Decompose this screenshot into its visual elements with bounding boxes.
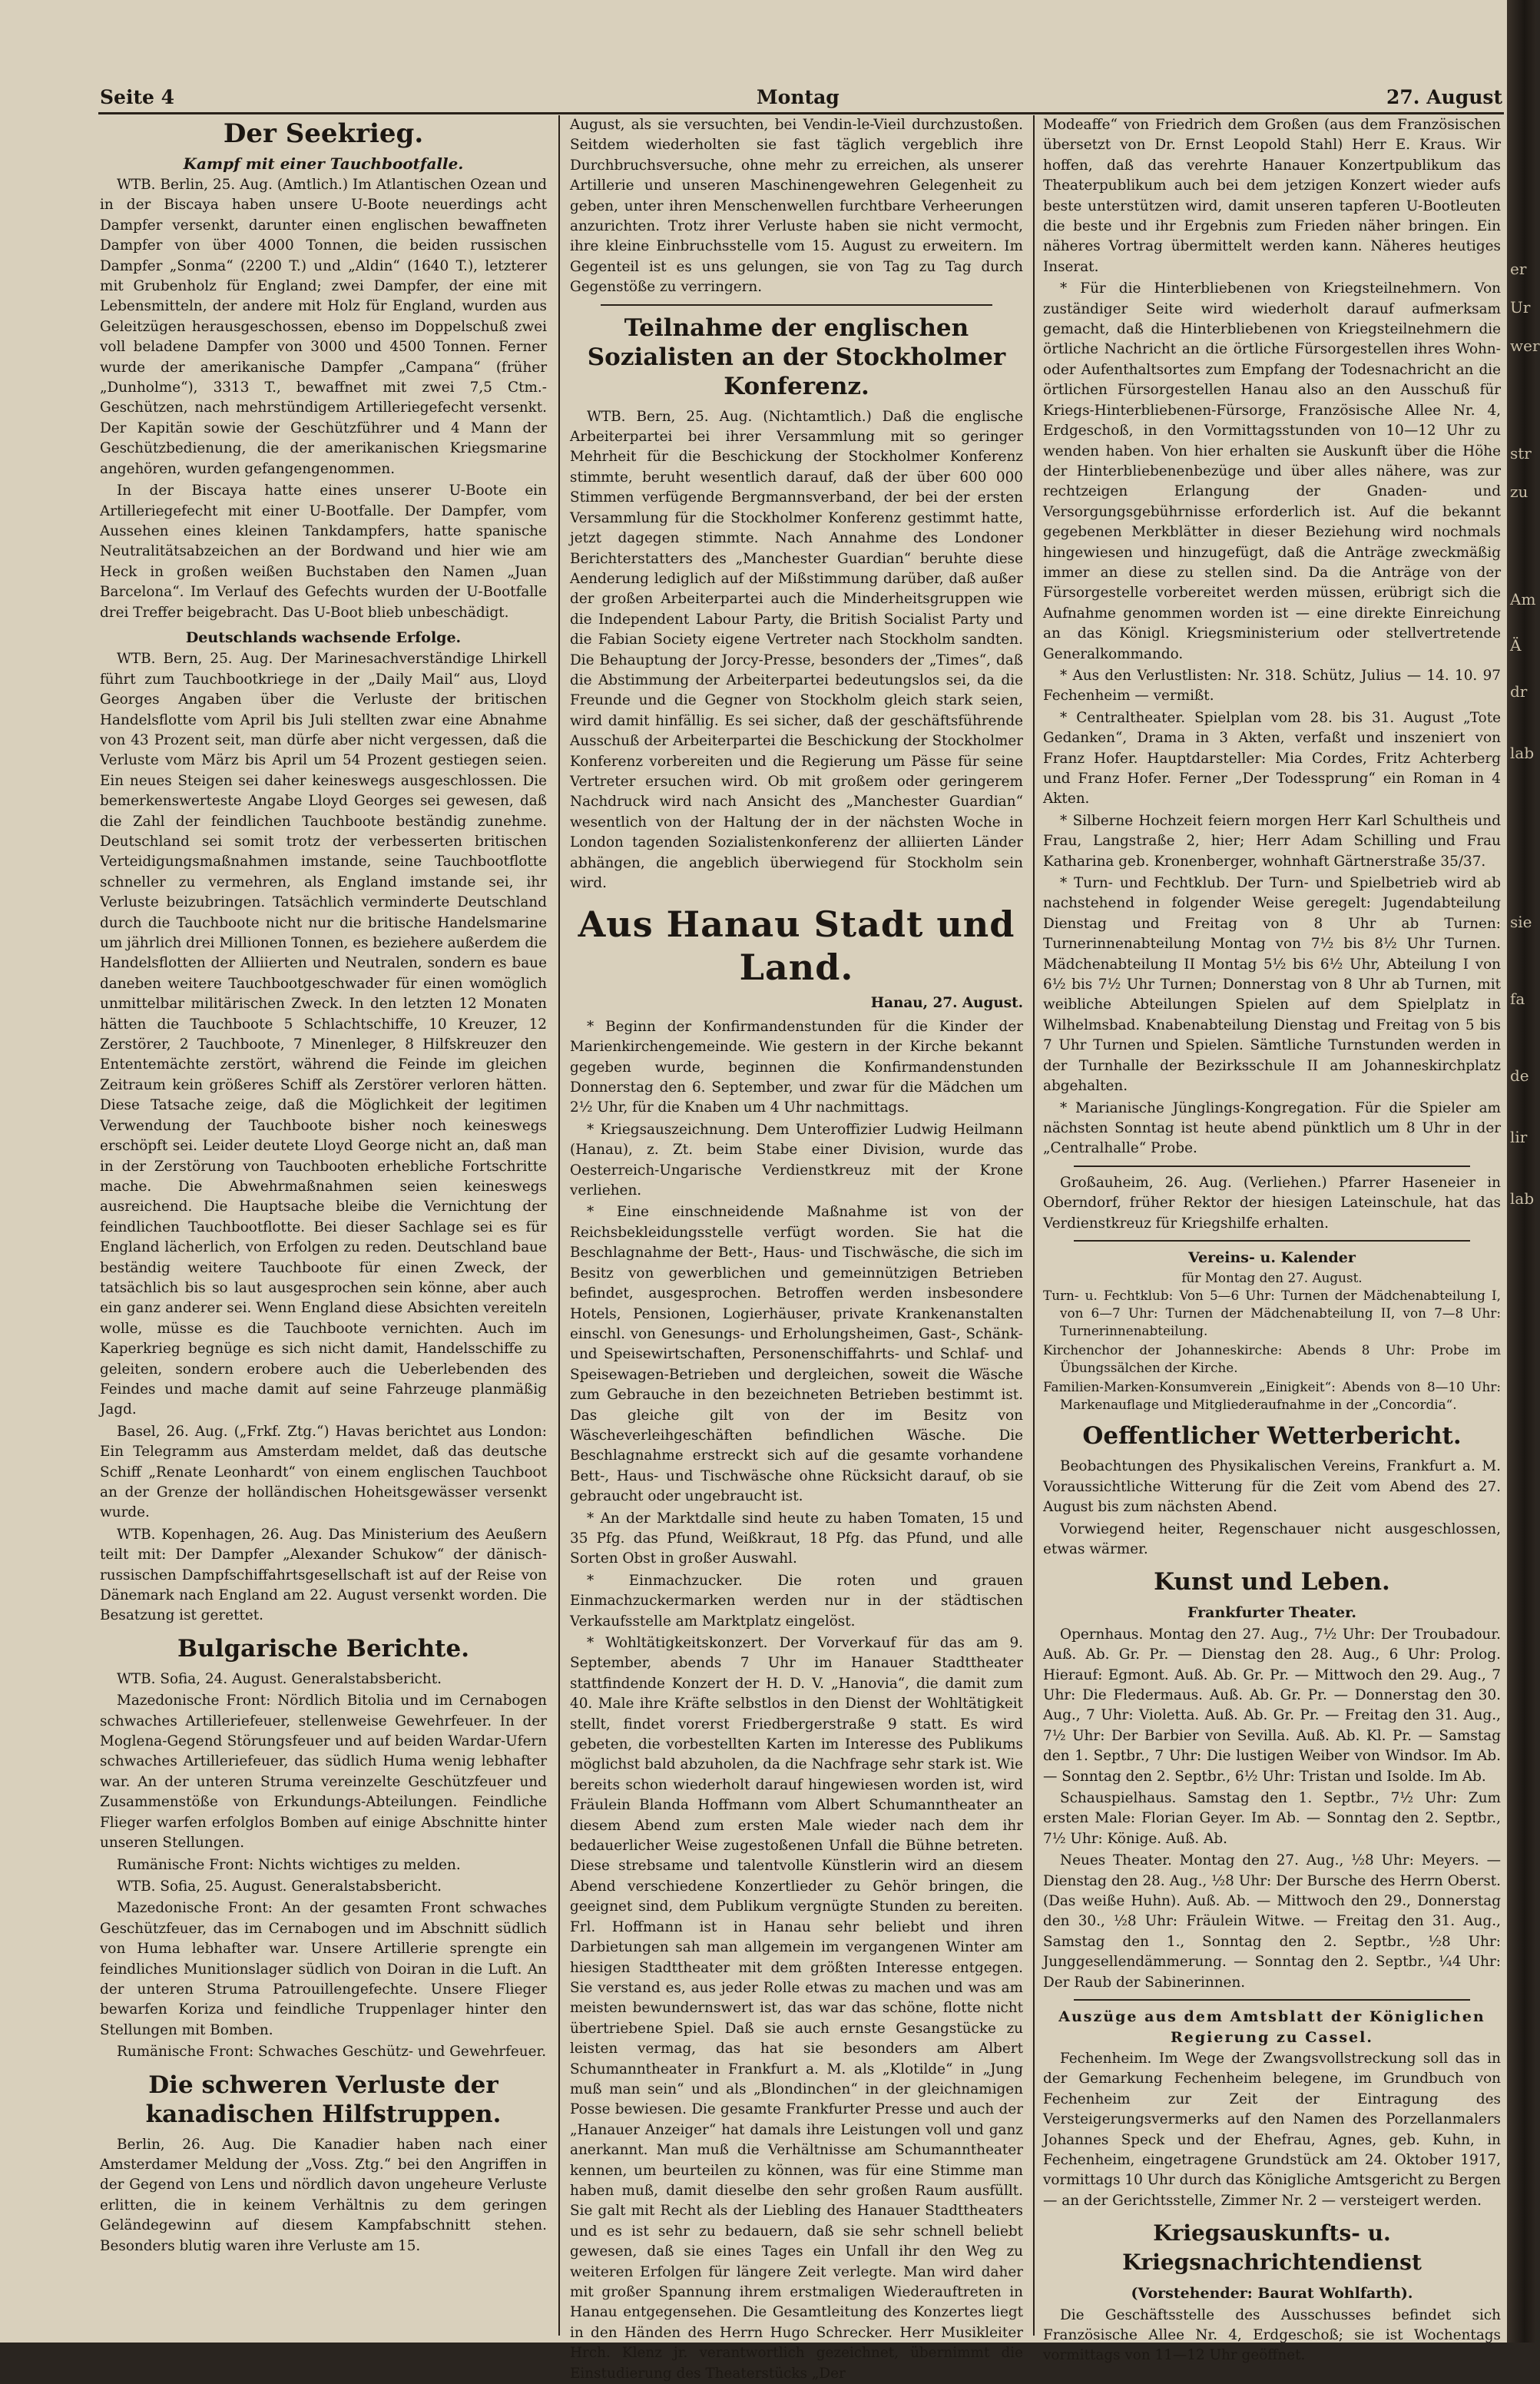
calendar-list bbox=[1043, 1287, 1501, 1414]
article-title-kanadier: Die schweren Verluste der kanadischen Hilfstruppen. bbox=[145, 2071, 502, 2128]
paragraph: Beobachtungen des Physikalischen Vereins, Frankfurt a. M. Voraussichtliche Witterung für die Zeit vom Abend des 27. August bis zum nächsten Abend. bbox=[1043, 1458, 1501, 1516]
calendar-entry: Kirchenchor der Johanneskirche: Abends 8 Uhr: Probe im Übungssälchen der Kirche. bbox=[1043, 1342, 1501, 1376]
paragraph: * Turn- und Fechtklub. Der Turn- und Spielbetrieb wird ab nachstehend in folgender Weise geregelt: Jugendabteilung Dienstag und Freitag von 8 Uhr ab Turnen: Turnerinnenabteilung Montag von 7½ bis 8½ Uhr Turnen. Mädchenabteilung II Montag 5½ bis 6½ Uhr, Abteilung I von 6½ bis 7½ Uhr Turnen; Donnerstag von 8 Uhr ab Turnen, mit weibliche Abteilungen Spielen auf dem Spielplatz in Wilhelmsbad. Knabenabteilung Dienstag und Freitag von 5 bis 7 Uhr Turnen und Spielen. Sämtliche Turnstunden werden in der Turnhalle der Bezirksschule II am Johanneskirchplatz abgehalten. bbox=[1043, 875, 1501, 1095]
paragraph: Basel, 26. Aug. („Frkf. Ztg.“) Havas berichtet aus London: Ein Telegramm aus Amsterdam meldet, daß das deutsche Schiff „Renate Leonhardt“ von einem englischen Tauchboot an der Grenze der holländischen Hoheitsgewässer versenkt wurde. bbox=[100, 1423, 547, 1521]
edge-fragment: lab bbox=[1510, 744, 1535, 762]
edge-fragment: str bbox=[1510, 444, 1532, 463]
paragraph: * Wohltätigkeitskonzert. Der Vorverkauf für das am 9. September, abends 7 Uhr im Hanauer Stadttheater stattfindende Konzert der H. D. V. „Hanovia“, die damit zum 40. Male ihre Kräfte selbstlos in den Dienst der Wohltätigkeit stellt, findet vorerst Friedbergerstraße 9 statt. Es wird gebeten, die vorbestellten Karten im Interesse des Publikums möglichst bald abzuholen, da die Nachfrage sehr stark ist. Wie bereits schon wiederholt darauf hingewiesen worden ist, wird Fräulein Blanda Hoffmann vom Albert Schumanntheater an diesem Abend zum ersten Male wieder nach dem ihr bedauerlicher Weise zugestoßenen Unfall die Bühne betreten. Diese strebsame und talentvolle Künstlerin wird an diesem Abend verschiedene Konzertlieder zu Gehör bringen, die geeignet sind, dem Publikum vergnügte Stunden zu bereiten. Frl. Hoffmann ist in Hanau sehr beliebt und ihren Darbietungen sah man allgemein im vergangenen Winter am hiesigen Stadttheater mit dem größten Interesse entgegen. Sie verstand es, aus jeder Rolle etwas zu machen und was am meisten bewundernswert ist, das war das schöne, flotte nicht übertriebene Spiel. Daß sie auch ernste Gesangstücke zu leisten vermag, das hat sie besonders am Albert Schumanntheater in Frankfurt a. M. als „Klotilde“ in „Jung muß man sein“ und als „Blondinchen“ in der gleichnamigen Posse bewiesen. Die gesamte Frankfurter Presse und auch der „Hanauer Anzeiger“ hat damals ihre Leistungen voll und ganz anerkannt. Man muß die Verhältnisse am Schumanntheater kennen, um beurteilen zu können, was für eine Stimme man haben muß, damit dieselbe den sehr großen Raum ausfüllt. Sie galt mit Recht als der Liebling des Hanauer Stadttheaters und es ist sehr zu bedauern, daß sie sehr schnell beliebt gewesen, daß sie eines Tages ein Unfall ihr den Weg zu weiteren Erfolgen für längere Zeit verlegte. Man wird daher mit großer Spannung ihrem erstmaligen Wiederauftreten in Hanau entgegensehen. Die Gesamtleitung des Konzertes liegt in den Händen des Herrn Hugo Schrecker. Herr Musikleiter Hrch. Klenz jr. verantwortlich gezeichnet, übernimmt die Einstudierung des Theaterstücks „Der bbox=[570, 1635, 1023, 2382]
divider bbox=[601, 304, 992, 306]
paragraph: * Eine einschneidende Maßnahme ist von der Reichsbekleidungsstelle verfügt worden. Sie hat die Beschlagnahme der Bett-, Haus- und Tischwäsche, die sich im Besitz von gewerblichen und gemeinnützigen Betrieben befindet, ausgesprochen. Betroffen werden insbesondere Hotels, Pensionen, Logierhäuser, private Krankenanstalten einschl. von Genesungs- und Erholungsheimen, Gast-, Schänk- und Speisewirtschaften, Personenschiffahrts- und Schlaf- und Speisewagen-Betrieben und dergleichen, soweit die Wäsche zum Gebrauche in den bezeichneten Betrieben bestimmt ist. Das gleiche gilt von der im Besitz von Wäscheverleihgeschäften befindlichen Wäsche. Die Beschlagnahme erstreckt sich auf die gesamte vorhandene Bett-, Haus- und Tischwäsche ohne Rücksicht darauf, ob sie gebraucht oder ungebraucht ist. bbox=[570, 1204, 1023, 1505]
paragraph: WTB. Sofia, 25. August. Generalstabsbericht. bbox=[117, 1878, 442, 1895]
paragraph: WTB. Berlin, 25. Aug. (Amtlich.) Im Atlantischen Ozean und in der Biscaya haben unsere U-Boote neuerdings acht Dampfer versenkt, darunter einen englischen bewaffneten Dampfer von über 4000 Tonnen, die beiden russischen Dampfer „Sonma“ (2200 T.) und „Aldin“ (1640 T.), letzterer mit Grubenholz für England; zwei Dampfer, der eine mit Lebensmitteln, der andere mit Holz für England, wurden aus Geleitzügen herausgeschossen, ebenso im Doppelschuß zwei voll beladene Dampfer von 3000 und 4500 Tonnen. Ferner wurde der amerikanische Dampfer „Campana“ (früher „Dunholme“), 3313 T., bewaffnet mit zwei 7,5 Ctm.-Geschützen, nach mehrstündigem Artilleriegefecht versenkt. Der Kapitän sowie der Geschützführer und 4 Mann der Geschützbedienung, die der amerikanischen Kriegsmarine angehören, wurden gefangengenommen. bbox=[100, 177, 547, 477]
paragraph: Rumänische Front: Schwaches Geschütz- und Gewehrfeuer. bbox=[117, 2044, 547, 2061]
paragraph: * Kriegsauszeichnung. Dem Unteroffizier Ludwig Heilmann (Hanau), z. Zt. beim Stabe einer Division, wurde das Oesterreich-Ungarische Verdienstkreuz mit der Krone verliehen. bbox=[570, 1121, 1023, 1199]
edge-fragment: de bbox=[1510, 1066, 1529, 1085]
section-heading: Frankfurter Theater. bbox=[1187, 1604, 1357, 1622]
divider bbox=[1074, 1165, 1470, 1167]
paragraph: * Silberne Hochzeit feiern morgen Herr Karl Schultheis und Frau, Langstraße 2, hier; Herr Adam Schilling und Frau Katharina geb. Kronenberger, wohnhaft Gärtnerstraße 35/37. bbox=[1043, 812, 1501, 870]
article-title-seekrieg: Der Seekrieg. bbox=[223, 118, 424, 149]
calendar-entry: Familien-Marken-Konsumverein „Einigkeit“: Abends von 8—10 Uhr: Markenauflage und Mitgliederaufnahme in der „Concordia“. bbox=[1043, 1379, 1501, 1413]
paragraph: WTB. Bern, 25. Aug. Der Marinesachverständige Lhirkell führt zum Tauchbootkriege in der „Daily Mail“ aus, Lloyd Georges Angaben über die Verluste der britischen Handelsflotte vom April bis Juli stellten zwar eine Abnahme von 43 Prozent seit, man dürfe aber nicht vergessen, daß die Verluste vom März bis April um 54 Prozent gestiegen seien. Ein neues Steigen sei daher keineswegs ausgeschlossen. Die bemerkenswerteste Angabe Lloyd Georges sei gewesen, daß die Zahl der feindlichen Tauchboote beständig zunehme. Deutschland sei somit trotz der verbesserten britischen Verteidigungsmaßnahmen imstande, seine Tauchbootflotte schneller zu vermehren, als England imstande sei, ihr Verluste beizubringen. Tatsächlich verminderte Deutschland durch die Tauchboote nicht nur die britische Handelsmarine um jährlich drei Millionen Tonnen, es beziehere außerdem die Handelsflotten der Alliierten und Neutralen, sondern es baue daneben weitere Tauchbootgeschwader für einen womöglich unmittelbar militärischen Zweck. In den letzten 12 Monaten hätten die Tauchboote 5 Schlachtschiffe, 10 Kreuzer, 12 Zerstörer, 2 Tauchboote, 7 Minenleger, 8 Hilfskreuzer den Ententemächte zerstört, während die Feinde im gleichen Zeitraum kein größeres Schiff als Zerstörer verloren hätten. Diese Tatsache zeige, daß die Möglichkeit der legitimen Verwendung der Tauchboote bisher noch keineswegs erschöpft sei. Leider deutete Lloyd George nicht an, daß man in der Zerstörung von Tauchbooten erhebliche Fortschritte mache. Die Abwehrmaßnahmen seien keineswegs ausreichend. Die Hauptsache bleibe die Vernichtung der feindlichen Tauchbootflotte. Bei dieser Sachlage sei es für England lächerlich, von Erfolgen zu reden. Deutschland baue beständig weitere Tauchboote für einen Zweck, der tatsächlich bis so laut ausgesprochen sein könne, aber auch ein ganz anderer sei. Wenn England diese Absichten vereiteln wolle, müsse es die Tauchboote vernichten. Auch im Kaperkrieg begnüge es sich nicht damit, Handelsschiffe zu geleiten, sondern erobere auch die Ueberlebenden des Feindes und mache damit auf seine Fahrzeuge planmäßig Jagd. bbox=[100, 651, 547, 1418]
paragraph: Fechenheim. Im Wege der Zwangsvollstreckung soll das in der Gemarkung Fechenheim belegene, im Grundbuch von Fechenheim zur Zeit der Eintragung des Versteigerungsvermerks auf den Namen des Porzellanmalers Johannes Speck und der Ehefrau, Agnes, geb. Kuhn, in Fechenheim, eingetragene Grundstück am 24. Oktober 1917, vormittags 10 Uhr durch das Königliche Amtsgericht zu Bergen — an der Gerichtsstelle, Zimmer Nr. 2 — versteigert werden. bbox=[1043, 2050, 1501, 2209]
paragraph: Neues Theater. Montag den 27. Aug., ½8 Uhr: Meyers. — Dienstag den 28. Aug., ½8 Uhr: Der Bursche des Herrn Oberst. (Das weiße Huhn). Auß. Ab. — Mittwoch den 29., Donnerstag den 30., ½8 Uhr: Fräulein Witwe. — Freitag den 31. Aug., Samstag den 1., Sonntag den 2. Septbr., ½8 Uhr: Junggesellendämmerung. — Sonntag den 2. Septbr., ¼4 Uhr: Der Raub der Sabinerinnen. bbox=[1043, 1852, 1501, 1991]
edge-fragment: fa bbox=[1510, 990, 1525, 1008]
page-number: Seite 4 bbox=[100, 86, 175, 108]
paragraph: * Marianische Jünglings-Kongregation. Für die Spieler am nächsten Sonntag ist heute abend pünktlich um 8 Uhr in der „Centralhalle“ Probe. bbox=[1043, 1099, 1501, 1157]
paragraph: In der Biscaya hatte eines unserer U-Boote ein Artilleriegefecht mit einer U-Bootfalle. Der Dampfer, vom Aussehen eines kleinen Tankdampfers, hatte spanische Neutralitätsabzeichen an der Bordwand und hier wie am Heck in großen weißen Buchstaben den Namen „Juan Barcelona“. Im Verlauf des Gefechts wurden der U-Bootfalle drei Treffer beigebracht. Das U-Boot blieb unbeschädigt. bbox=[100, 482, 547, 621]
divider bbox=[1074, 1240, 1470, 1242]
edge-fragment: wer bbox=[1510, 337, 1540, 355]
column-3 bbox=[1043, 115, 1501, 2364]
article-title-bulgarische: Bulgarische Berichte. bbox=[177, 1634, 470, 1663]
paragraph: Rumänische Front: Nichts wichtiges zu melden. bbox=[117, 1856, 461, 1873]
paragraph: * An der Marktdalle sind heute zu haben Tomaten, 15 und 35 Pfg. das Pfund, Weißkraut, 18 Pfg. das Pfund, und alle Sorten Obst in großer Auswahl. bbox=[570, 1510, 1023, 1567]
section-banner: Aus Hanau Stadt und Land. bbox=[578, 904, 1015, 989]
paragraph: August, als sie versuchten, bei Vendin-le-Vieil durchzustoßen. Seitdem wiederholten sie fast täglich vergeblich ihre Durchbruchsversuche, ohne mehr zu erreichen, als unserer Artillerie und unseren Maschinengewehren Gelegenheit zu geben, unter ihren Menschenwellen furchtbare Verheerungen anzurichten. Trotz ihrer Verluste haben sie nicht vermocht, ihre kleine Einbruchsstelle vom 15. August zu erweitern. Im Gegenteil ist es uns gelungen, sie von Tag zu Tag durch Gegenstöße zu verringern. bbox=[570, 117, 1023, 296]
header-day: Montag bbox=[757, 86, 840, 108]
section-heading: Deutschlands wachsende Erfolge. bbox=[185, 628, 462, 646]
paragraph: Schauspielhaus. Samstag den 1. Septbr., 7½ Uhr: Zum ersten Male: Florian Geyer. Im Ab. — Sonntag den 2. Septbr., 7½ Uhr: Könige. Auß. Ab. bbox=[1043, 1790, 1501, 1847]
article-title-wetter: Oeffentlicher Wetterbericht. bbox=[1082, 1422, 1462, 1451]
paragraph: WTB. Bern, 25. Aug. (Nichtamtlich.) Daß die englische Arbeiterpartei bei ihrer Versammlung mit so geringer Mehrheit für die Beschickung der Stockholmer Konferenz stimmte, beruht wesentlich darauf, daß der über 600 000 Stimmen verfügende Bergmannsverband, der bei der ersten Versammlung für die Stockholmer Konferenz gestimmt hatte, jetzt dagegen stimmte. Nach Annahme des Londoner Berichterstatters des „Manchester Guardian“ beruhte diese Aenderung lediglich auf der Mißstimmung darüber, daß außer der großen Arbeiterpartei auch die Minderheitsgruppen wie die Independent Labour Party, die British Socialist Party und die Fabian Society eigene Vertreter nach Stockholm sandten. Die Behauptung der Jorcy-Presse, besonders der „Times“, daß die Abstimmung der Arbeiterpartei bedeutungslos sei, da die Freunde und die Gegner von Stockholm gleich stark seien, wird damit hinfällig. Es sei sicher, daß der geschäftsführende Ausschuß der Arbeiterpartei die Beschickung der Stockholmer Konferenz vorbereiten und die Regierung um Pässe für seine Vertreter ersuchen wird. Ob mit großem oder geringerem Nachdruck wird nach Ansicht des „Manchester Guardian“ wesentlich von der Haltung der in der nächsten Woche in London tagenden Sozialistenkonferenz der alliierten Länder abhängen, die angeblich überwiegend für Stockholm sein wird. bbox=[570, 408, 1023, 891]
column-rule-1 bbox=[558, 115, 560, 2336]
paragraph: * Centraltheater. Spielplan vom 28. bis 31. August „Tote Gedanken“, Drama in 3 Akten, verfaßt und inszeniert von Franz Hofer. Hauptdarsteller: Mia Cordes, Fritz Achterberg und Franz Hofer. Ferner „Der Todessprung“ ein Roman in 4 Akten. bbox=[1043, 709, 1501, 807]
column-1 bbox=[100, 115, 547, 2336]
edge-fragment: Ur bbox=[1510, 298, 1531, 317]
calendar-entry: Turn- u. Fechtklub: Von 5—6 Uhr: Turnen der Mädchenabteilung I, von 6—7 Uhr: Turnen der Mädchenabteilung II, von 7—8 Uhr: Turnerinnenabteilung. bbox=[1043, 1288, 1501, 1339]
paragraph: Mazedonische Front: Nördlich Bitolia und im Cernabogen schwaches Artilleriefeuer, stellenweise Gewehrfeuer. In der Moglena-Gegend Störungsfeuer und auf beiden Wardar-Ufern schwaches Artilleriefeuer, das südlich Huma wenig lebhafter war. An der unteren Struma vereinzelte Geschützfeuer und Zusammenstöße von Erkundungs-Abteilungen. Feindliche Flieger warfen erfolglos Bomben auf einige Abschnitte hinter unseren Stellungen. bbox=[100, 1693, 547, 1852]
paragraph: Opernhaus. Montag den 27. Aug., 7½ Uhr: Der Troubadour. Auß. Ab. Gr. Pr. — Dienstag den 28. Aug., 6 Uhr: Prolog. Hierauf: Egmont. Auß. Ab. Gr. Pr. — Mittwoch den 29. Aug., 7 Uhr: Die Fledermaus. Auß. Ab. Gr. Pr. — Donnerstag den 30. Aug., 7 Uhr: Violetta. Auß. Ab. Gr. Pr. — Freitag den 31. Aug., 7½ Uhr: Der Barbier von Sevilla. Auß. Ab. Kl. Pr. — Samstag den 1. Septbr., 7 Uhr: Die lustigen Weiber von Windsor. Im Ab. — Sonntag den 2. Septbr., 6½ Uhr: Tristan und Isolde. Im Ab. bbox=[1043, 1626, 1501, 1785]
section-heading: Auszüge aus dem Amtsblatt der Königlichen Regierung zu Cassel. bbox=[1058, 2008, 1485, 2046]
article-title-kriegsauskunft: Kriegsauskunfts- u. Kriegsnachrichtendienst bbox=[1122, 2220, 1422, 2276]
paragraph: Berlin, 26. Aug. Die Kanadier haben nach einer Amsterdamer Meldung der „Voss. Ztg.“ bei den Angriffen in der Gegend von Lens und nördlich davon ungeheure Verluste erlitten, die in keinem Verhältnis zu dem geringen Geländegewinn auf diesem Kampfabschnitt stehen. Besonders blutig waren ihre Verluste am 15. bbox=[100, 2136, 547, 2254]
edge-fragment: sie bbox=[1510, 913, 1532, 931]
paragraph: Die Geschäftsstelle des Ausschusses befindet sich Französische Allee Nr. 4, Erdgeschoß; sie ist Wochentags vormittags von 11—12 Uhr geöffnet. bbox=[1043, 2306, 1501, 2364]
edge-fragment: lab bbox=[1510, 1189, 1535, 1208]
calendar-title: Vereins- u. Kalender bbox=[1188, 1248, 1356, 1266]
column-rule-2 bbox=[1033, 115, 1035, 2336]
column-2 bbox=[570, 115, 1023, 2382]
edge-fragment: Ä bbox=[1510, 636, 1522, 655]
edge-fragment: lir bbox=[1510, 1128, 1528, 1146]
article-subtitle: Kampf mit einer Tauchbootfalle. bbox=[183, 154, 464, 173]
edge-fragment: zu bbox=[1510, 482, 1528, 501]
header-rule bbox=[98, 112, 1504, 114]
paragraph: Vorwiegend heiter, Regenschauer nicht ausgeschlossen, etwas wärmer. bbox=[1043, 1520, 1501, 1557]
edge-fragment: Am bbox=[1510, 590, 1536, 608]
article-title-sozialisten: Teilnahme der englischen Sozialisten an der Stockholmer Konferenz. bbox=[587, 313, 1006, 400]
article-title-kunst: Kunst und Leben. bbox=[1154, 1568, 1390, 1597]
paragraph: * Einmachzucker. Die roten und grauen Einmachzuckermarken werden nur in der städtischen Verkaufsstelle am Marktplatz eingelöst. bbox=[570, 1572, 1023, 1630]
paragraph: WTB. Kopenhagen, 26. Aug. Das Ministerium des Aeußern teilt mit: Der Dampfer „Alexander Schukow“ der dänisch-russischen Dampfschiffahrtsgesellschaft ist auf der Reise von Dänemark nach England am 22. August versenkt worden. Die Besatzung ist gerettet. bbox=[100, 1526, 547, 1624]
adjacent-page-edge bbox=[1507, 0, 1540, 2343]
paragraph: * Beginn der Konfirmandenstunden für die Kinder der Marienkirchengemeinde. Wie gestern in der Kirche bekannt gegeben wurde, beginnen die Konfirmandenstunden Donnerstag den 6. September, und zwar für die Mädchen um 2½ Uhr, für die Knaben um 4 Uhr nachmittags. bbox=[570, 1018, 1023, 1116]
calendar-subtitle: für Montag den 27. August. bbox=[1181, 1270, 1363, 1286]
paragraph: Großauheim, 26. Aug. (Verliehen.) Pfarrer Haseneier in Oberndorf, früher Rektor der hiesigen Lateinschule, hat das Verdienstkreuz für Kriegshilfe erhalten. bbox=[1043, 1174, 1501, 1232]
paragraph: * Aus den Verlustlisten: Nr. 318. Schütz, Julius — 14. 10. 97 Fechenheim — vermißt. bbox=[1043, 667, 1501, 705]
dateline: Hanau, 27. August. bbox=[870, 995, 1023, 1012]
paragraph: WTB. Sofia, 24. August. Generalstabsbericht. bbox=[117, 1670, 442, 1687]
edge-fragment: er bbox=[1510, 260, 1527, 278]
divider bbox=[1074, 1999, 1470, 2001]
header-date: 27. August bbox=[1386, 86, 1503, 108]
section-heading: (Vorstehender: Baurat Wohlfarth). bbox=[1131, 2285, 1413, 2303]
edge-fragment: dr bbox=[1510, 682, 1528, 701]
paragraph: Mazedonische Front: An der gesamten Front schwaches Geschützfeuer, das im Cernabogen und im Abschnitt südlich von Huma lebhafter war. Unsere Artillerie sprengte ein feindliches Munitionslager südlich von Doiran in die Luft. An der unteren Struma Patrouillengefechte. Unsere Flieger bewarfen Koriza und feindliche Truppenlager hinter den Stellungen mit Bomben. bbox=[100, 1900, 547, 2038]
paragraph: * Für die Hinterbliebenen von Kriegsteilnehmern. Von zuständiger Seite wird wiederholt darauf aufmerksam gemacht, daß die Hinterbliebenen von Kriegsteilnehmern die örtliche Nachricht an die örtliche Fürsorgestellen ihres Wohn- oder Aufenthaltsortes zum Empfang der Todesnachricht an die örtlichen Fürsorgestellen Hanau also an den Ausschuß für Kriegs-Hinterbliebenen-Fürsorge, Französische Allee Nr. 4, Erdgeschoß, in den Vormittagsstunden von 10—12 Uhr zu wenden haben. Von hier erhalten sie Auskunft über die Höhe der Hinterbliebenenbezüge und über alles nähere, was zur rechtzeigen Erlangung der Gnaden- und Versorgungsgebührnisse erforderlich ist. Auf die bekannt gegebenen Merkblätter in dieser Beziehung wird nochmals hingewiesen und hinzugefügt, daß die Anträge zweckmäßig immer an diese zu stellen sind. Da die Anträge von der Fürsorgestelle vorbereitet werden müssen, erübrigt sich die Aufnahme genommen worden ist — eine direkte Einreichung an das Königl. Kriegsministerium oder stellvertretende Generalkommando. bbox=[1043, 280, 1501, 662]
paragraph: Modeaffe“ von Friedrich dem Großen (aus dem Französischen übersetzt von Dr. Ernst Leopold Stahl) Herr E. Kraus. Wir hoffen, daß das verehrte Hanauer Konzertpublikum das Theaterpublikum auch bei dem jetzigen Konzert wieder aufs beste unterstützen wird, damit unseren tapferen U-Bootleuten die beste und ihr Ergebnis zum Frieden näher bringen. Ein näheres Vortrag übermittelt werden kann. Näheres heutiges Inserat. bbox=[1043, 117, 1501, 275]
